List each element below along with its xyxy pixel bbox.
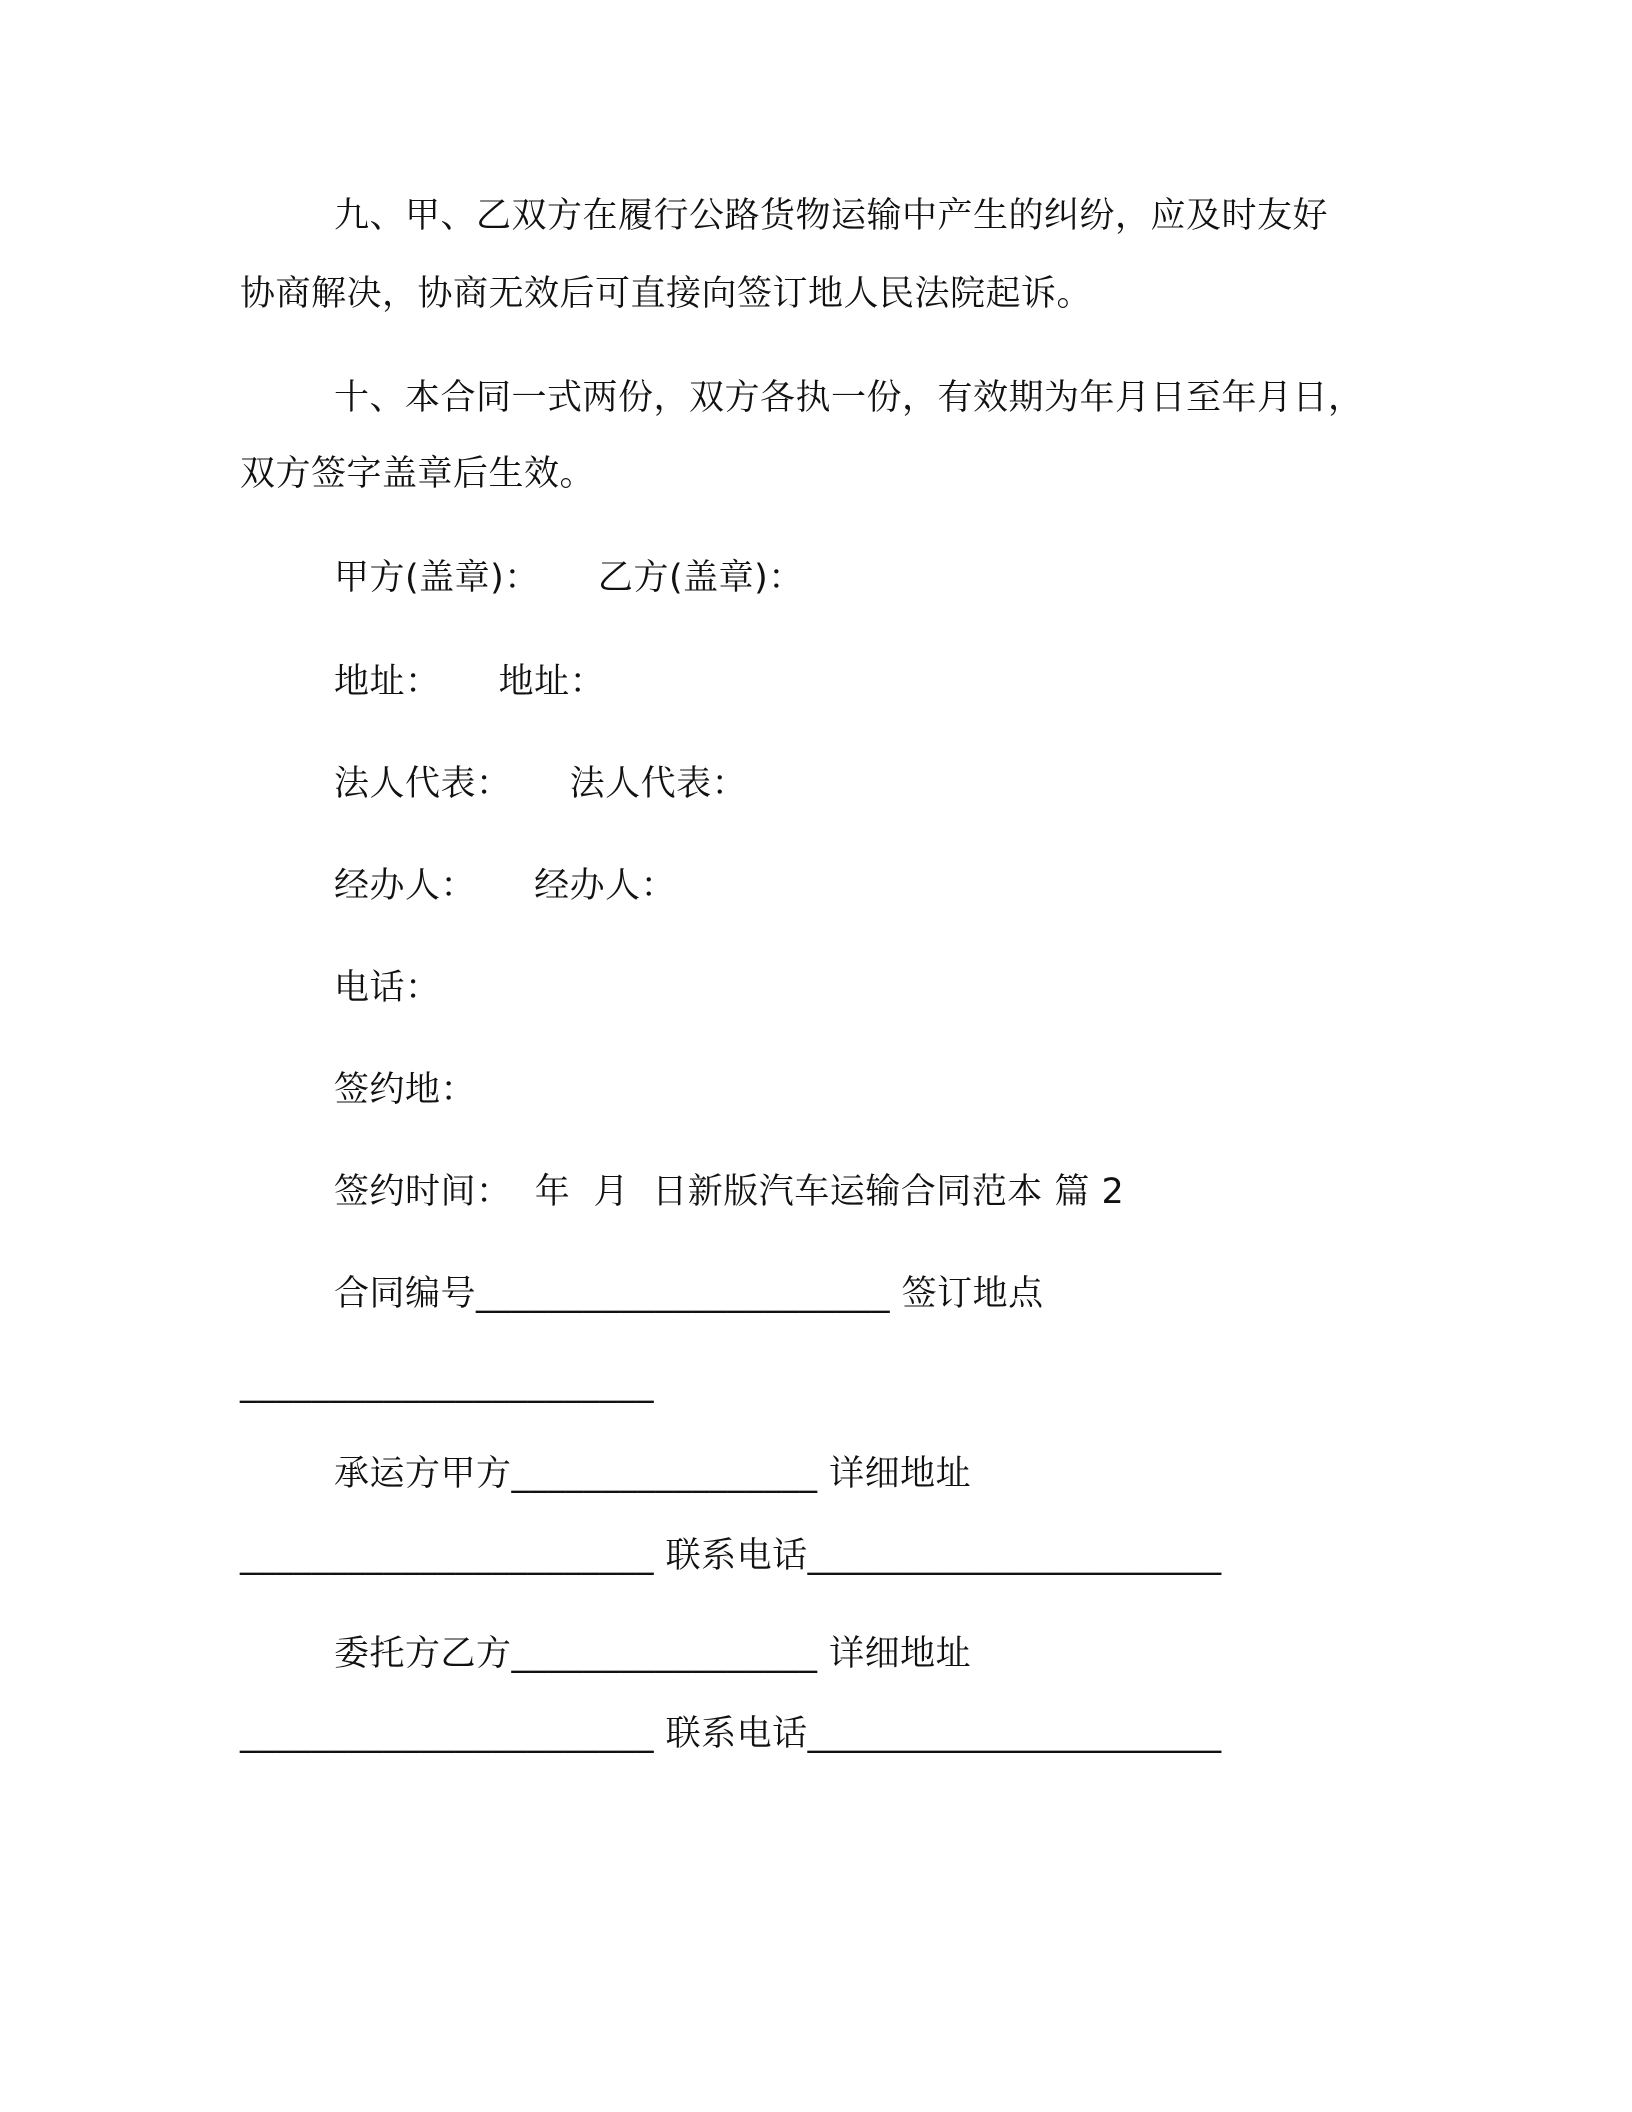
signing-place-line: 签约地： xyxy=(334,1070,477,1110)
signing-place-blank: _______________________ xyxy=(240,1364,654,1404)
party-seal-line: 甲方(盖章)： 乙方(盖章)： xyxy=(334,558,804,598)
address-line: 地址： 地址： xyxy=(334,662,606,702)
consignor-contact-line: _______________________ 联系电话_______________________ xyxy=(240,1714,1222,1754)
contract-number-line: 合同编号_______________________ 签订地点 xyxy=(334,1274,1044,1314)
phone-line: 电话： xyxy=(334,968,441,1008)
handler-line: 经办人： 经办人： xyxy=(334,866,677,906)
clause-10-line-2: 双方签字盖章后生效。 xyxy=(240,454,596,494)
clause-10-line-1: 十、本合同一式两份，双方各执一份，有效期为年月日至年月日， xyxy=(334,378,1364,418)
clause-9-line-2: 协商解决，协商无效后可直接向签订地人民法院起诉。 xyxy=(240,274,1093,314)
carrier-contact-line: _______________________ 联系电话_______________________ xyxy=(240,1536,1222,1576)
clause-9-line-1: 九、甲、乙双方在履行公路货物运输中产生的纠纷，应及时友好 xyxy=(334,196,1329,236)
signing-time-line: 签约时间： 年 月 日新版汽车运输合同范本 篇 2 xyxy=(334,1172,1125,1212)
consignor-party-b-line: 委托方乙方_________________ 详细地址 xyxy=(334,1634,972,1674)
legal-rep-line: 法人代表： 法人代表： xyxy=(334,764,748,804)
carrier-party-a-line: 承运方甲方_________________ 详细地址 xyxy=(334,1454,972,1494)
